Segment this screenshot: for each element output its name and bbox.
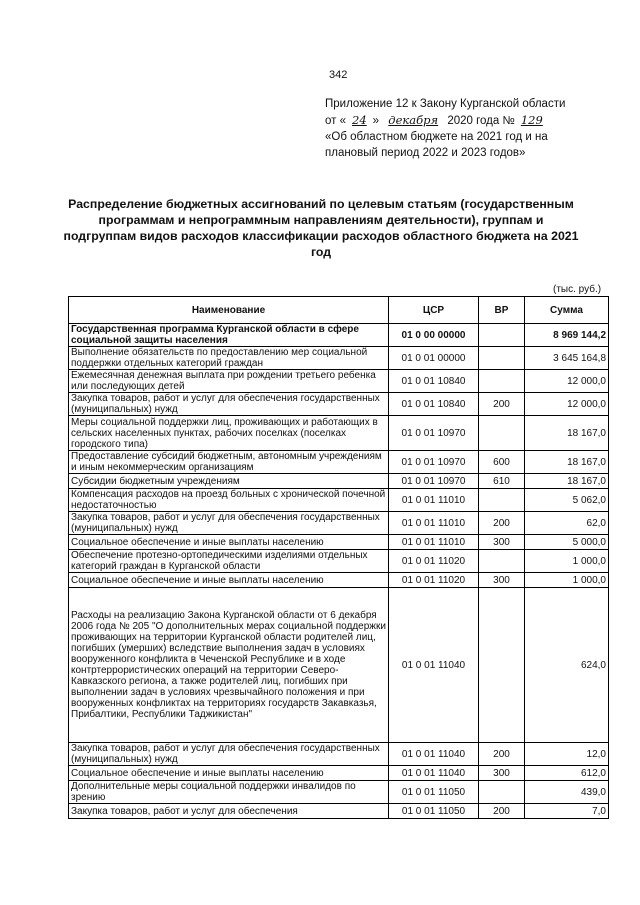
- cell-vr: [479, 550, 525, 573]
- table-header-row: [69, 297, 609, 324]
- table-row: [69, 781, 609, 804]
- cell-vr: [479, 347, 525, 370]
- cell-name: Социальное обеспечение и иные выплаты населению: [69, 573, 389, 588]
- cell-name: Дополнительные меры социальной поддержки инвалидов по зрению: [69, 781, 389, 804]
- cell-name: Закупка товаров, работ и услуг для обеспечения государственных (муниципальных) нужд: [69, 512, 389, 535]
- cell-vr: [479, 370, 525, 393]
- cell-sum: 18 167,0: [525, 451, 609, 474]
- cell-name: Обеспечение протезно-ортопедическими изделиями отдельных категорий граждан в Курганской области: [69, 550, 389, 573]
- cell-sum: 12,0: [525, 743, 609, 766]
- table-row: [69, 766, 609, 781]
- cell-sum: 1 000,0: [525, 550, 609, 573]
- table-body: [69, 324, 609, 819]
- cell-vr: 610: [479, 474, 525, 489]
- cell-sum: 8 969 144,2: [525, 324, 609, 347]
- cell-sum: 12 000,0: [525, 370, 609, 393]
- table-row: [69, 451, 609, 474]
- table-row: [69, 512, 609, 535]
- table-row: [69, 347, 609, 370]
- cell-name: Закупка товаров, работ и услуг для обеспечения: [69, 804, 389, 819]
- cell-vr: 200: [479, 512, 525, 535]
- cell-csr: 01 0 01 11040: [389, 743, 479, 766]
- cell-sum: 62,0: [525, 512, 609, 535]
- number-label: №: [502, 115, 515, 127]
- header-name: Наименование: [69, 297, 389, 324]
- appendix-line4: плановый период 2022 и 2023 годов»: [325, 147, 526, 159]
- cell-csr: 01 0 01 11010: [389, 512, 479, 535]
- appendix-line1: Приложение 12 к Закону Курганской области: [325, 98, 566, 110]
- cell-csr: 01 0 01 00000: [389, 347, 479, 370]
- table-row: [69, 474, 609, 489]
- table-row: [69, 588, 609, 743]
- cell-name: Субсидии бюджетным учреждениям: [69, 474, 389, 489]
- handwritten-day: 24: [352, 113, 367, 127]
- cell-name: Социальное обеспечение и иные выплаты населению: [69, 535, 389, 550]
- header-sum: Сумма: [525, 297, 609, 324]
- cell-csr: 01 0 01 11020: [389, 550, 479, 573]
- cell-name: Социальное обеспечение и иные выплаты населению: [69, 766, 389, 781]
- table-row: [69, 416, 609, 451]
- table-row: [69, 324, 609, 347]
- cell-csr: 01 0 01 11040: [389, 588, 479, 743]
- cell-vr: 600: [479, 451, 525, 474]
- header-csr: ЦСР: [389, 297, 479, 324]
- header-vr: ВР: [479, 297, 525, 324]
- cell-sum: 5 000,0: [525, 535, 609, 550]
- table-row: [69, 393, 609, 416]
- cell-name: Меры социальной поддержки лиц, проживающих и работающих в сельских населенных пунктах, рабочих поселках (поселках городского типа): [69, 416, 389, 451]
- cell-vr: [479, 588, 525, 743]
- appendix-date-line: [325, 112, 615, 129]
- cell-csr: 01 0 01 11050: [389, 804, 479, 819]
- from-prefix: от: [325, 115, 337, 127]
- cell-name: Компенсация расходов на проезд больных с хронической почечной недостаточностью: [69, 489, 389, 512]
- handwritten-month: декабря: [388, 113, 439, 127]
- table-row: [69, 550, 609, 573]
- cell-csr: 01 0 01 10840: [389, 393, 479, 416]
- cell-vr: 300: [479, 573, 525, 588]
- cell-vr: [479, 324, 525, 347]
- table-row: [69, 489, 609, 512]
- cell-sum: 18 167,0: [525, 416, 609, 451]
- cell-name: Предоставление субсидий бюджетным, автономным учреждениям и иным некоммерческим организациям: [69, 451, 389, 474]
- cell-vr: 200: [479, 393, 525, 416]
- cell-vr: 300: [479, 535, 525, 550]
- day-open-quote: «: [339, 115, 347, 127]
- handwritten-number: 129: [520, 113, 543, 127]
- day-close-quote: »: [372, 115, 380, 127]
- cell-vr: [479, 489, 525, 512]
- cell-csr: 01 0 01 11040: [389, 766, 479, 781]
- cell-csr: 01 0 01 10840: [389, 370, 479, 393]
- cell-csr: 01 0 00 00000: [389, 324, 479, 347]
- cell-csr: 01 0 01 11010: [389, 489, 479, 512]
- cell-csr: 01 0 01 11020: [389, 573, 479, 588]
- document-title: Распределение бюджетных ассигнований по целевым статьям (государственным программам и непрограммным направлениям деятельности), группам и подгруппам видов расходов классификации расходов областного бюджета на 2021 год: [63, 197, 579, 259]
- cell-csr: 01 0 01 10970: [389, 416, 479, 451]
- table-row: [69, 535, 609, 550]
- cell-vr: 200: [479, 804, 525, 819]
- cell-csr: 01 0 01 11010: [389, 535, 479, 550]
- cell-sum: 1 000,0: [525, 573, 609, 588]
- cell-name: Государственная программа Курганской области в сфере социальной защиты населения: [69, 324, 389, 347]
- cell-vr: [479, 781, 525, 804]
- cell-csr: 01 0 01 11050: [389, 781, 479, 804]
- table-row: [69, 370, 609, 393]
- table-row: [69, 573, 609, 588]
- cell-vr: 300: [479, 766, 525, 781]
- cell-name: Ежемесячная денежная выплата при рождении третьего ребенка или последующих детей: [69, 370, 389, 393]
- cell-name: Закупка товаров, работ и услуг для обеспечения государственных (муниципальных) нужд: [69, 743, 389, 766]
- cell-name: Выполнение обязательств по предоставлению мер социальной поддержки отдельных категорий граждан: [69, 347, 389, 370]
- table-row: [69, 804, 609, 819]
- cell-csr: 01 0 01 10970: [389, 451, 479, 474]
- budget-table: [68, 296, 609, 819]
- cell-sum: 612,0: [525, 766, 609, 781]
- cell-sum: 624,0: [525, 588, 609, 743]
- page-number: 342: [329, 69, 348, 81]
- cell-sum: 12 000,0: [525, 393, 609, 416]
- cell-sum: 3 645 164,8: [525, 347, 609, 370]
- cell-vr: 200: [479, 743, 525, 766]
- cell-sum: 18 167,0: [525, 474, 609, 489]
- units-label: (тыс. руб.): [553, 284, 602, 295]
- cell-name: Расходы на реализацию Закона Курганской области от 6 декабря 2006 года № 205 "О дополнительных мерах социальной поддержки проживающих на территории Курганской области родителей лиц, погибших (умерших) вследствие выполнения задач в условиях вооруженного конфликта в Чеченской Республике и в ходе контртеррористических операций на территории Северо-Кавказского региона, а также родителей лиц, погибших при выполнении задач в условиях чрезвычайного положения и при вооруженных конфликтах на территориях государств Закавказья, Прибалтики, Республики Таджикистан": [69, 588, 389, 743]
- cell-sum: 5 062,0: [525, 489, 609, 512]
- cell-vr: [479, 416, 525, 451]
- cell-name: Закупка товаров, работ и услуг для обеспечения государственных (муниципальных) нужд: [69, 393, 389, 416]
- cell-csr: 01 0 01 10970: [389, 474, 479, 489]
- cell-sum: 7,0: [525, 804, 609, 819]
- table-row: [69, 743, 609, 766]
- cell-sum: 439,0: [525, 781, 609, 804]
- appendix-line3: «Об областном бюджете на 2021 год и на: [325, 131, 548, 143]
- appendix-header: [325, 96, 615, 161]
- year: 2020 года: [447, 115, 500, 127]
